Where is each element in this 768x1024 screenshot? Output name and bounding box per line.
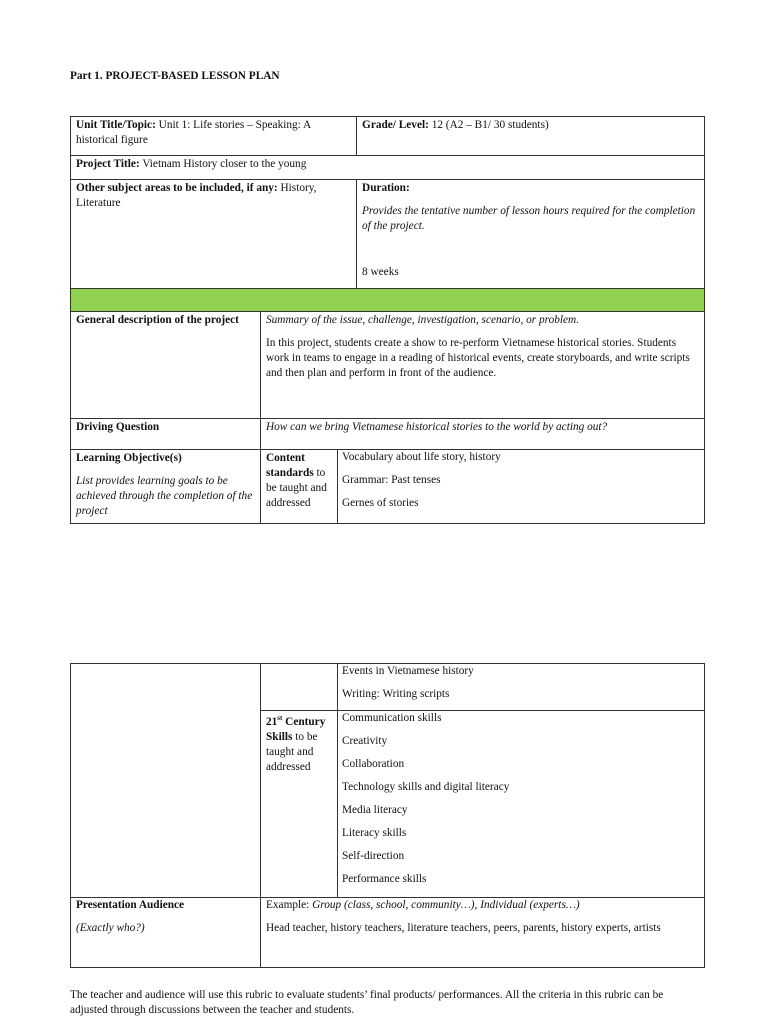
footer-text: The teacher and audience will use this rubric to evaluate students’ final products/ performances. All the criteria in this rubric can be adjusted through discussions between the teacher and students. <box>70 989 664 1016</box>
general-description-text: In this project, students create a show to re-perform Vietnamese historical stories. Students work in teams to engage in a reading of historical events, create storyboards, and write scripts and then plan and perform in front of the audience. <box>266 337 690 379</box>
skill-item: Self-direction <box>342 850 405 862</box>
skill-item: Collaboration <box>342 758 405 770</box>
green-divider-row <box>71 289 705 312</box>
content-standards-rest: to be taught and addressed <box>266 467 327 509</box>
presentation-audience-label: Presentation Audience <box>76 899 185 911</box>
content-item: Grammar: Past tenses <box>342 474 441 486</box>
duration-label: Duration: <box>362 182 410 194</box>
grade-cell <box>357 117 705 156</box>
audience-example: Group (class, school, community…), Individual (experts…) <box>312 899 580 911</box>
skill-item: Technology skills and digital literacy <box>342 781 510 793</box>
content-item: Gernes of stories <box>342 497 419 509</box>
duration-cell <box>357 180 705 289</box>
skill-item: Performance skills <box>342 873 427 885</box>
century-skills-cell <box>261 711 338 898</box>
century-skills-label: Century Skills <box>266 715 326 743</box>
skill-item: Creativity <box>342 735 388 747</box>
lesson-plan-table-1 <box>70 116 705 524</box>
objectives-continuation-cell <box>71 664 261 898</box>
learning-objectives-note: List provides learning goals to be achieved through the completion of the project <box>76 475 253 517</box>
grade-label: Grade/ Level: <box>362 119 429 131</box>
content-item: Writing: Writing scripts <box>342 688 450 700</box>
skill-item: Media literacy <box>342 804 408 816</box>
duration-note: Provides the tentative number of lesson hours required for the completion of the project. <box>362 205 696 232</box>
unit-cell <box>71 117 357 156</box>
unit-label: Unit Title/Topic: <box>76 119 156 131</box>
other-subjects-cell <box>71 180 357 289</box>
general-description-summary: Summary of the issue, challenge, investigation, scenario, or problem. <box>266 314 580 326</box>
content-items-cell <box>338 450 705 524</box>
part-title: Part 1. PROJECT-BASED LESSON PLAN <box>70 70 280 82</box>
unit-value: Unit 1: Life stories – Speaking: A historical figure <box>76 119 311 146</box>
content-item: Vocabulary about life story, history <box>342 451 501 463</box>
presentation-audience-note: (Exactly who?) <box>76 922 145 934</box>
driving-question-label: Driving Question <box>76 421 160 433</box>
driving-question-label-cell <box>71 419 261 450</box>
content-standards-continuation-cell <box>261 664 338 711</box>
skill-item: Communication skills <box>342 712 442 724</box>
content-item: Events in Vietnamese history <box>342 665 474 677</box>
general-description-label-cell <box>71 312 261 419</box>
content-items-continuation-cell <box>338 664 705 711</box>
century-skills-num: 21 <box>266 715 278 728</box>
grade-value: 12 (A2 – B1/ 30 students) <box>431 119 549 131</box>
skills-items-cell <box>338 711 705 898</box>
driving-question-value: How can we bring Vietnamese historical stories to the world by acting out? <box>266 421 608 433</box>
general-description-label: General description of the project <box>76 314 239 326</box>
project-title-label: Project Title: <box>76 158 140 170</box>
learning-objectives-label: Learning Objective(s) <box>76 452 182 464</box>
skill-item: Literacy skills <box>342 827 407 839</box>
project-title-cell <box>71 156 705 180</box>
presentation-audience-cell <box>261 898 705 968</box>
other-subjects-value: History, Literature <box>76 182 317 209</box>
audience-value: Head teacher, history teachers, literature teachers, peers, parents, history experts, artists <box>266 922 661 934</box>
content-standards-label: Content standards <box>266 452 314 479</box>
audience-example-prefix: Example: <box>266 899 313 911</box>
driving-question-cell <box>261 419 705 450</box>
other-subjects-label: Other subject areas to be included, if any: <box>76 182 278 194</box>
century-skills-rest: to be taught and addressed <box>266 730 318 773</box>
presentation-audience-label-cell <box>71 898 261 968</box>
content-standards-cell <box>261 450 338 524</box>
general-description-cell <box>261 312 705 419</box>
learning-objectives-label-cell <box>71 450 261 524</box>
lesson-plan-table-2 <box>70 663 705 968</box>
project-title-value: Vietnam History closer to the young <box>142 158 307 170</box>
duration-value: 8 weeks <box>362 266 399 278</box>
century-skills-sup: st <box>277 714 283 722</box>
